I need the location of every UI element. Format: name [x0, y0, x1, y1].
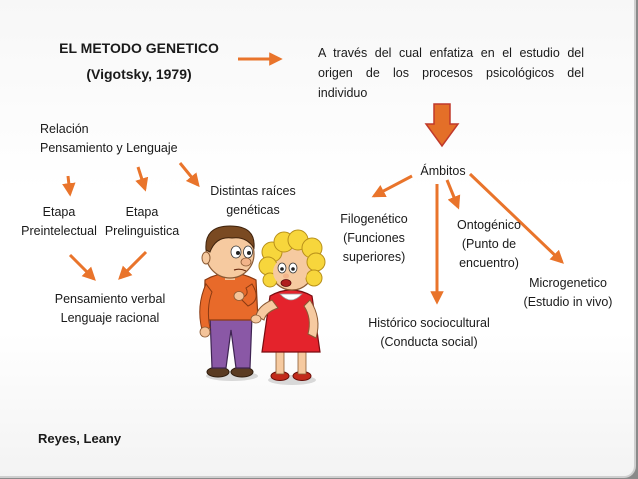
stage1-line1: Etapa — [42, 205, 76, 219]
author-name: Reyes, Leany — [38, 431, 122, 446]
microgenetico-line2: (Estudio in vivo) — [523, 295, 613, 309]
historico-line2: (Conducta social) — [380, 335, 478, 349]
verbal-line1: Pensamiento verbal — [54, 292, 166, 306]
historico-line1: Histórico sociocultural — [368, 316, 490, 330]
title-line1: EL METODO GENETICO — [59, 40, 219, 56]
girl-figure — [251, 230, 325, 381]
relation-line1: Relación — [40, 122, 89, 136]
stage1-line2: Preintelectual — [21, 224, 97, 238]
roots-line2: genéticas — [226, 203, 280, 217]
title-line2: (Vigotsky, 1979) — [86, 66, 192, 82]
relation-line2: Pensamiento y Lenguaje — [40, 141, 178, 155]
ontogenico-line3: encuentro) — [459, 256, 519, 270]
filogenetico-line1: Filogenético — [340, 212, 408, 226]
stage2-line1: Etapa — [125, 205, 159, 219]
description-text: A través del cual enfatiza en el estudio del origen de los procesos psicológicos del individuo — [318, 46, 584, 100]
filogenetico-line3: superiores) — [342, 250, 406, 264]
ontogenico-line2: (Punto de — [461, 237, 517, 251]
microgenetico-line1: Microgenetico — [529, 276, 607, 290]
verbal-line2: Lenguaje racional — [60, 311, 160, 325]
filogenetico-line2: (Funciones — [343, 231, 405, 245]
boy-figure — [200, 226, 258, 377]
ambitos-label: Ámbitos — [420, 164, 466, 178]
ontogenico-line1: Ontogénico — [457, 218, 521, 232]
stage2-line2: Prelinguistica — [104, 224, 180, 238]
roots-line1: Distintas raíces — [210, 184, 296, 198]
